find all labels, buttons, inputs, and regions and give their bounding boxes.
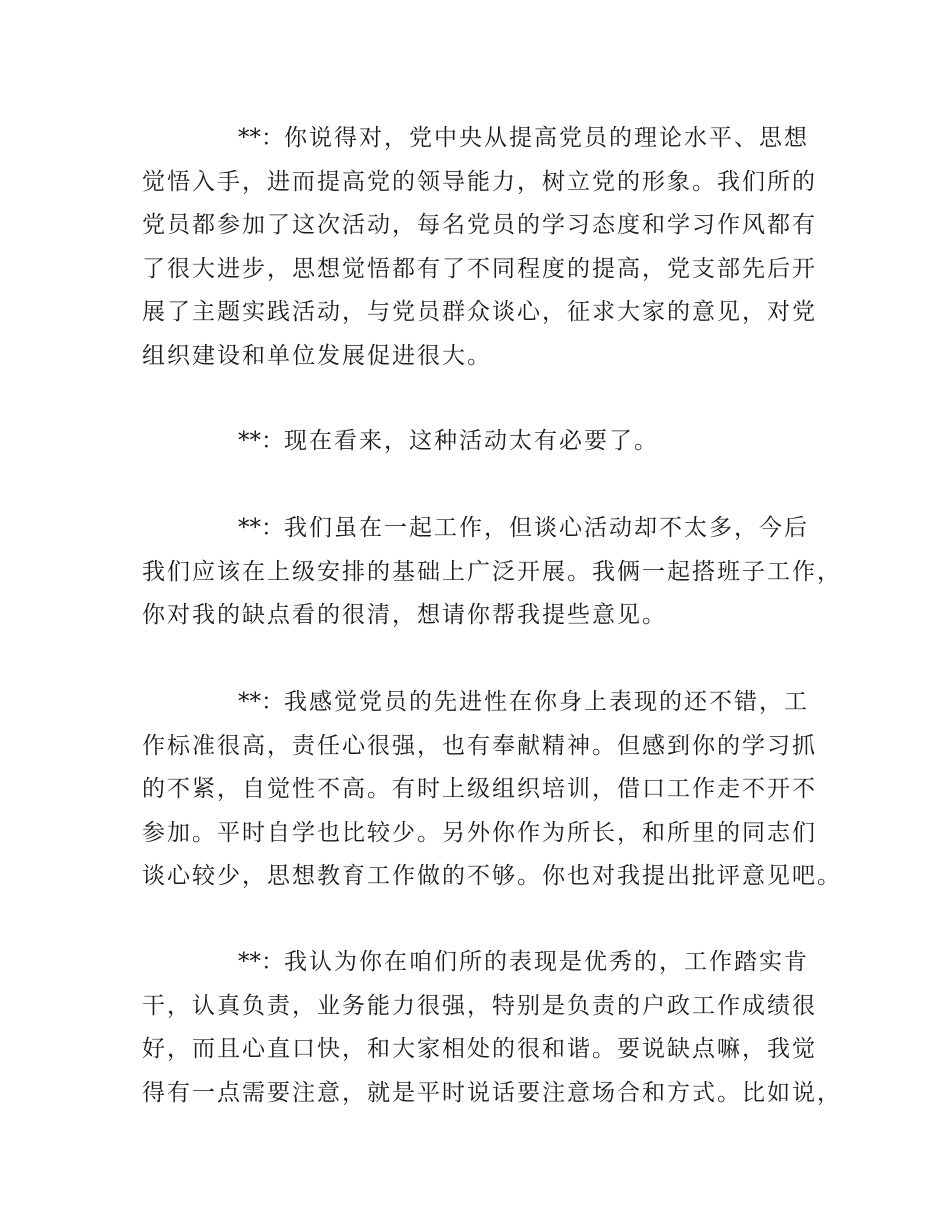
speaker-label: **： (238, 125, 284, 151)
paragraph-line: 得有一点需要注意，就是平时说话要注意场合和方式。比如说， (142, 1079, 842, 1106)
paragraph-line: 觉悟入手，进而提高党的领导能力，树立党的形象。我们所的 (142, 168, 817, 195)
paragraph-line: 组织建设和单位发展促进很大。 (142, 342, 492, 369)
paragraph-first-line (142, 941, 822, 985)
paragraph-line: 作标准很高，责任心很强，也有奉献精神。但感到你的学习抓 (142, 732, 817, 759)
paragraph-line: 好，而且心直口快，和大家相处的很和谐。要说缺点嘛，我觉 (142, 1036, 817, 1062)
paragraph-1 (142, 117, 822, 378)
paragraph-line: 谈心较少，思想教育工作做的不够。你也对我提出批评意见吧。 (142, 863, 842, 889)
line-text: 我认为你在咱们所的表现是优秀的，工作踏实肯 (284, 949, 809, 975)
paragraph-line: 干，认真负责，业务能力很强，特别是负责的户政工作成绩很 (142, 992, 817, 1019)
paragraph-first-line (142, 681, 822, 725)
paragraph-line: 你对我的缺点看的很清，想请你帮我提些意见。 (142, 602, 667, 628)
paragraph-line: 展了主题实践活动，与党员群众谈心，征求大家的意见，对党 (142, 299, 817, 325)
paragraph-4 (142, 681, 842, 899)
speaker-label: **： (238, 689, 284, 715)
paragraph-first-line (142, 420, 822, 464)
paragraph-first-line (142, 117, 822, 161)
line-text: 我感觉党员的先进性在你身上表现的还不错，工 (284, 689, 809, 715)
paragraph-line: 我们应该在上级安排的基础上广泛开展。我俩一起搭班子工作， (142, 558, 842, 585)
paragraph-line: 的不紧，自觉性不高。有时上级组织培训，借口工作走不开不 (142, 776, 817, 802)
paragraph-3 (142, 507, 842, 638)
paragraph-line: 了很大进步，思想觉悟都有了不同程度的提高，党支部先后开 (142, 255, 817, 282)
speaker-label: **： (238, 428, 284, 454)
paragraph-first-line (142, 507, 822, 551)
speaker-label: **： (238, 515, 284, 541)
paragraph-line: 党员都参加了这次活动，每名党员的学习态度和学习作风都有 (142, 212, 817, 238)
line-text: 你说得对，党中央从提高党员的理论水平、思想 (284, 125, 809, 151)
line-text: 现在看来，这种活动太有必要了。 (284, 428, 659, 454)
paragraph-2 (142, 420, 822, 464)
line-text: 我们虽在一起工作，但谈心活动却不太多，今后 (284, 515, 809, 541)
paragraph-5 (142, 941, 842, 1115)
paragraph-line: 参加。平时自学也比较少。另外你作为所长，和所里的同志们 (142, 819, 817, 846)
speaker-label: **： (238, 949, 284, 975)
